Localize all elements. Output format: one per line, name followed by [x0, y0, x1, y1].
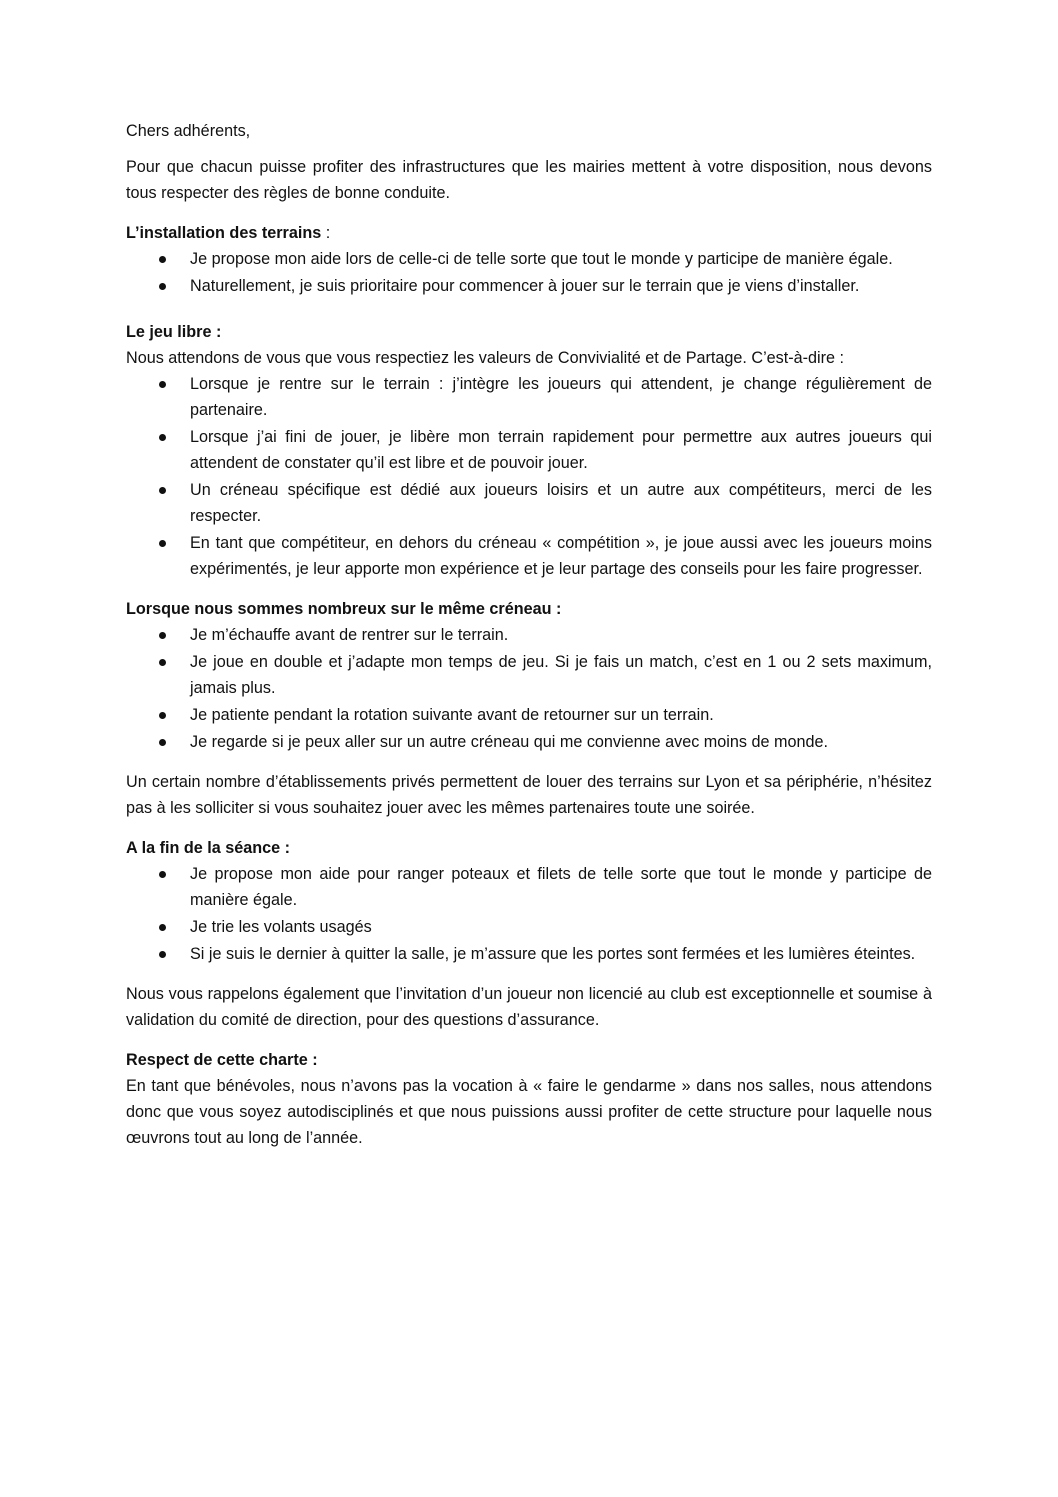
list-item-text: Je patiente pendant la rotation suivante avant de retourner sur un terrain. [190, 706, 714, 724]
section-heading-jeu-libre: Le jeu libre : [126, 323, 222, 341]
bullet-icon [159, 256, 166, 263]
list-installation [126, 246, 932, 299]
greeting: Chers adhérents, [126, 122, 251, 140]
nombreux-outro: Un certain nombre d’établissements privés permettent de louer des terrains sur Lyon et sa périphérie, n’hésitez pas à les solliciter si vous souhaitez jouer avec les mêmes partenaires toute une soirée. [126, 773, 932, 817]
list-item [126, 530, 932, 582]
section-heading-installation [126, 220, 932, 246]
section-heading-respect: Respect de cette charte : [126, 1051, 318, 1069]
list-item [126, 729, 932, 755]
list-item [126, 649, 932, 701]
list-item-text: Je regarde si je peux aller sur un autre créneau qui me convienne avec moins de monde. [190, 733, 828, 751]
list-item [126, 371, 932, 423]
list-item-text: Je propose mon aide pour ranger poteaux et filets de telle sorte que tout le monde y participe de manière égale. [190, 865, 932, 909]
bullet-icon [159, 871, 166, 878]
bullet-icon [159, 487, 166, 494]
list-item [126, 702, 932, 728]
list-item-text: Un créneau spécifique est dédié aux joueurs loisirs et un autre aux compétiteurs, merci de les respecter. [190, 481, 932, 525]
list-item-text: Lorsque j’ai fini de jouer, je libère mon terrain rapidement pour permettre aux autres joueurs qui attendent de constater qu’il est libre et de pouvoir jouer. [190, 428, 932, 472]
respect-body: En tant que bénévoles, nous n’avons pas la vocation à « faire le gendarme » dans nos salles, nous attendons donc que vous soyez autodisciplinés et que nous puissions aussi profiter de cette structure pour laquelle nous œuvrons tout au long de l’année. [126, 1077, 932, 1147]
bullet-icon [159, 739, 166, 746]
list-item [126, 424, 932, 476]
intro-paragraph: Pour que chacun puisse profiter des infrastructures que les mairies mettent à votre disposition, nous devons tous respecter des règles de bonne conduite. [126, 158, 932, 202]
bullet-icon [159, 712, 166, 719]
list-item [126, 941, 932, 967]
bullet-icon [159, 659, 166, 666]
list-item-text: Naturellement, je suis prioritaire pour commencer à jouer sur le terrain que je viens d’installer. [190, 277, 860, 295]
section-heading-fin-seance: A la fin de la séance : [126, 839, 291, 857]
list-item [126, 477, 932, 529]
section-heading-nombreux: Lorsque nous sommes nombreux sur le même créneau : [126, 600, 562, 618]
list-item-text: Je trie les volants usagés [190, 918, 372, 936]
list-item [126, 622, 932, 648]
bullet-icon [159, 381, 166, 388]
fin-seance-outro: Nous vous rappelons également que l’invitation d’un joueur non licencié au club est exceptionnelle et soumise à validation du comité de direction, pour des questions d’assurance. [126, 985, 932, 1029]
jeu-libre-intro: Nous attendons de vous que vous respectiez les valeurs de Convivialité et de Partage. C’est-à-dire : [126, 349, 845, 367]
list-item [126, 273, 932, 299]
list-item-text: Je joue en double et j’adapte mon temps de jeu. Si je fais un match, c’est en 1 ou 2 sets maximum, jamais plus. [190, 653, 932, 697]
list-item-text: Je propose mon aide lors de celle-ci de telle sorte que tout le monde y participe de manière égale. [190, 250, 893, 268]
document-page [126, 118, 932, 1151]
heading-installation-suffix: : [321, 224, 331, 242]
bullet-icon [159, 924, 166, 931]
bullet-icon [159, 540, 166, 547]
list-nombreux [126, 622, 932, 755]
bullet-icon [159, 283, 166, 290]
list-item [126, 914, 932, 940]
list-fin-seance [126, 861, 932, 967]
bullet-icon [159, 434, 166, 441]
list-item-text: Je m’échauffe avant de rentrer sur le terrain. [190, 626, 509, 644]
bullet-icon [159, 951, 166, 958]
bullet-icon [159, 632, 166, 639]
list-item [126, 246, 932, 272]
list-jeu-libre [126, 371, 932, 582]
list-item-text: Lorsque je rentre sur le terrain : j’intègre les joueurs qui attendent, je change régulièrement de partenaire. [190, 375, 932, 419]
list-item-text: Si je suis le dernier à quitter la salle, je m’assure que les portes sont fermées et les lumières éteintes. [190, 945, 916, 963]
list-item [126, 861, 932, 913]
heading-installation-text: L’installation des terrains [126, 224, 322, 242]
list-item-text: En tant que compétiteur, en dehors du créneau « compétition », je joue aussi avec les joueurs moins expérimentés, je leur apporte mon expérience et je leur partage des conseils pour les faire progresser. [190, 534, 932, 578]
